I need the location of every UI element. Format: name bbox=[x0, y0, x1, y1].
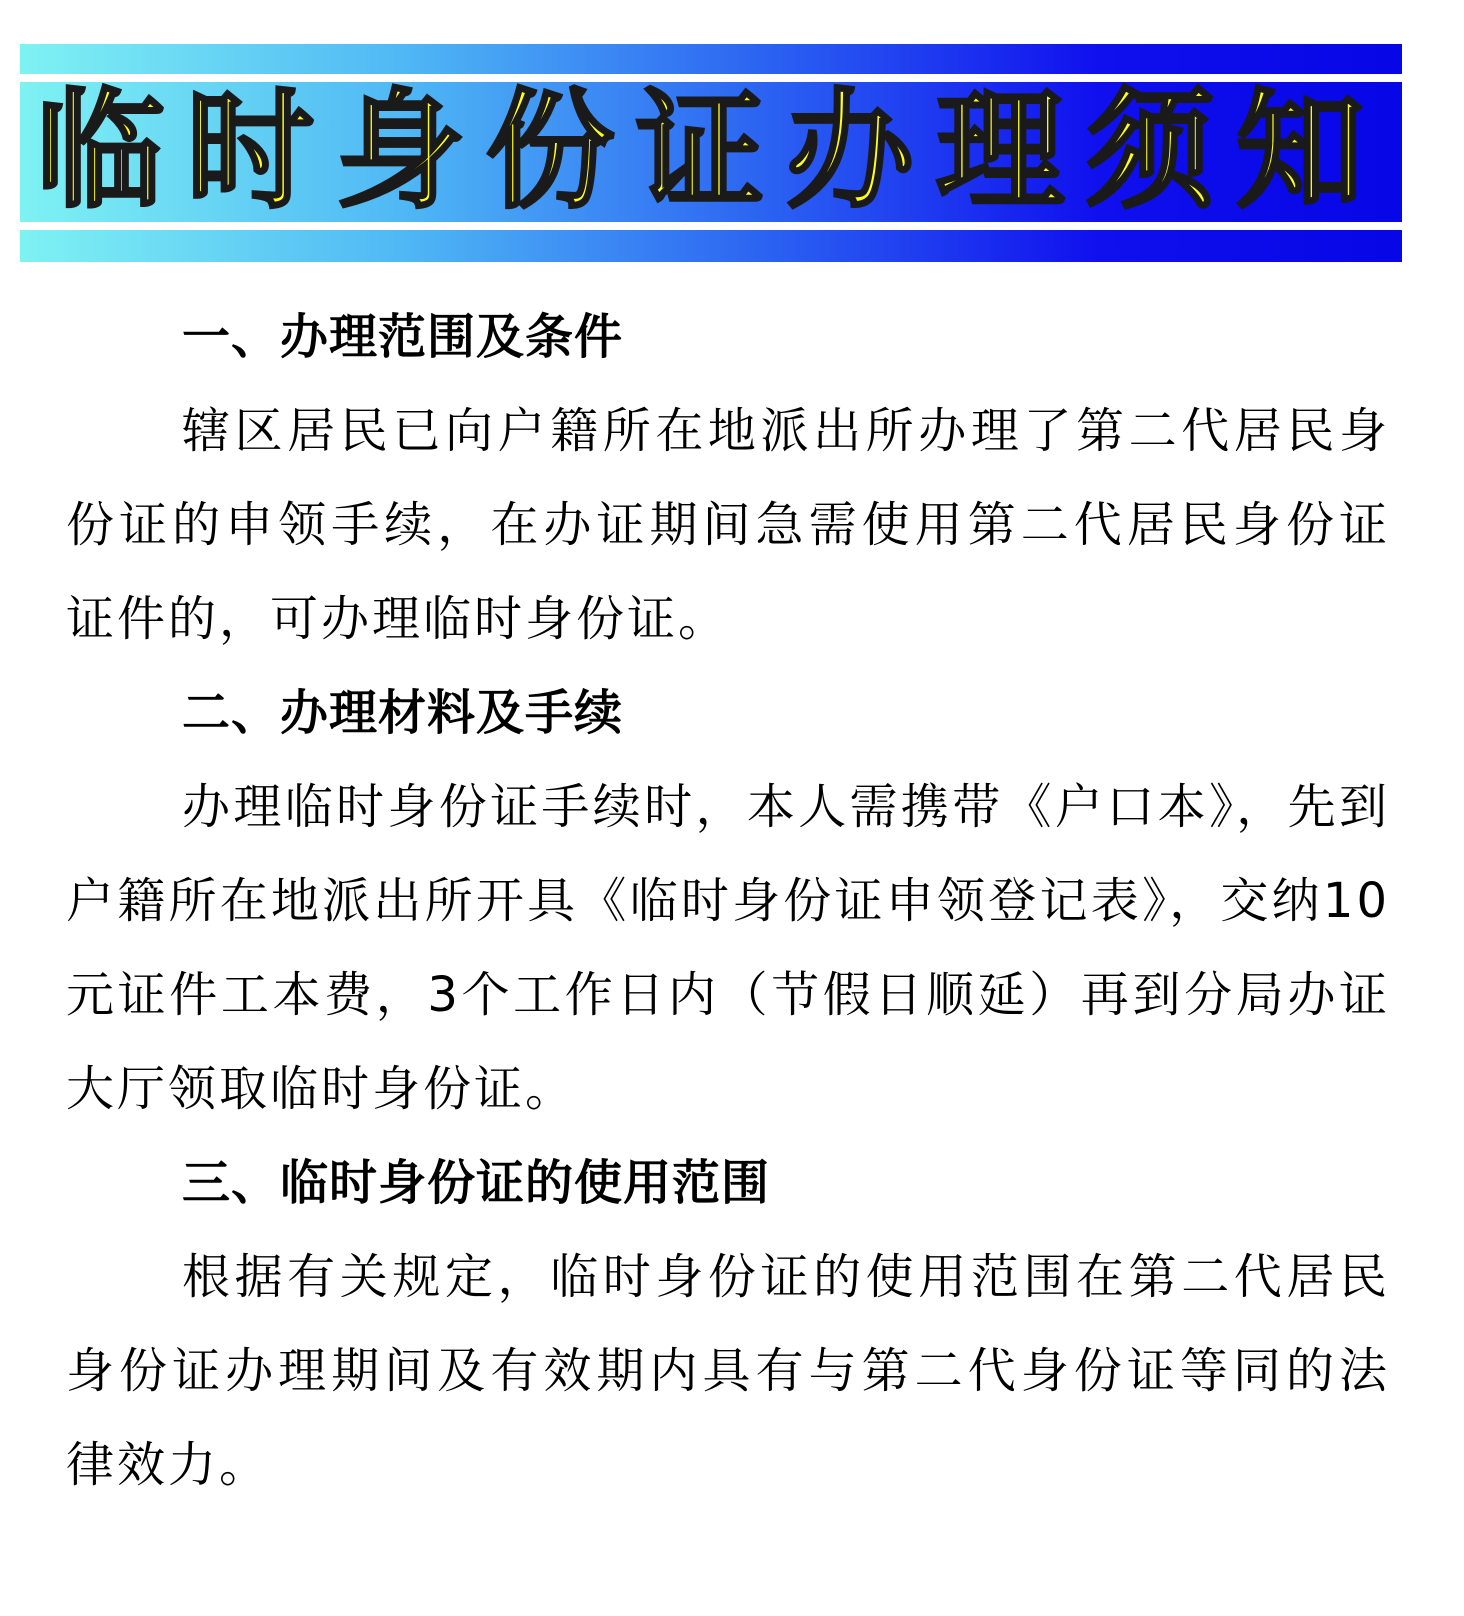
banner-bottom-stripe bbox=[20, 230, 1402, 262]
notice-content bbox=[66, 290, 1390, 1512]
section-scope bbox=[66, 290, 1390, 666]
banner-top-stripe bbox=[20, 44, 1402, 74]
section-body-materials: 办理临时身份证手续时，本人需携带《户口本》，先到户籍所在地派出所开具《临时身份证申领登记表》，交纳10元证件工本费，3个工作日内（节假日顺延）再到分局办证大厅领取临时身份证。 bbox=[66, 779, 1390, 1117]
section-materials bbox=[66, 666, 1390, 1136]
section-usage bbox=[66, 1136, 1390, 1512]
page-title: 临时身份证办理须知 bbox=[35, 77, 1386, 226]
section-body-usage: 根据有关规定，临时身份证的使用范围在第二代居民身份证办理期间及有效期内具有与第二代身份证等同的法律效力。 bbox=[66, 1249, 1390, 1493]
section-heading-usage: 三、临时身份证的使用范围 bbox=[182, 1155, 771, 1211]
section-body-scope: 辖区居民已向户籍所在地派出所办理了第二代居民身份证的申领手续，在办证期间急需使用第二代居民身份证证件的，可办理临时身份证。 bbox=[66, 403, 1390, 647]
title-banner bbox=[20, 44, 1402, 262]
section-heading-materials: 二、办理材料及手续 bbox=[182, 685, 624, 741]
section-heading-scope: 一、办理范围及条件 bbox=[182, 309, 624, 365]
